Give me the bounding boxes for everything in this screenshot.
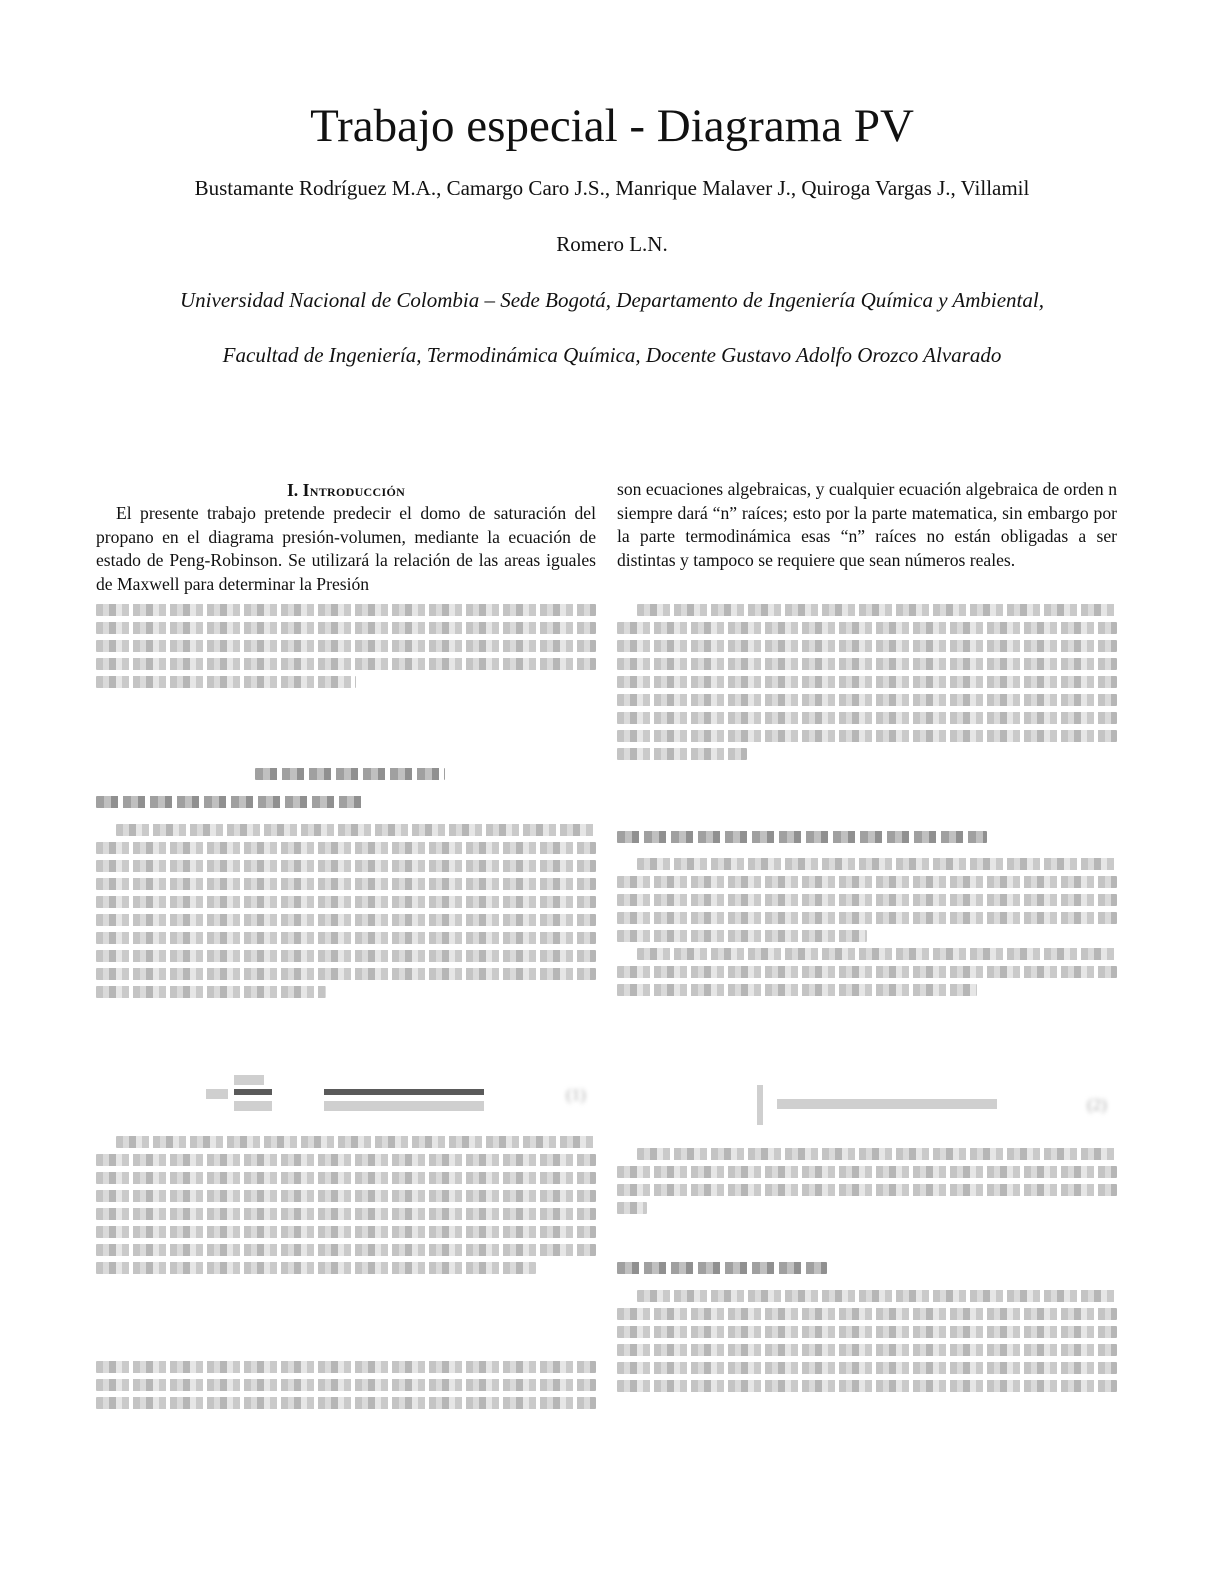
authors-line-2: Romero L.N. bbox=[556, 232, 668, 256]
section-heading-introduction bbox=[96, 478, 596, 502]
right-column bbox=[617, 478, 1117, 572]
blurred-subsection-heading bbox=[96, 790, 366, 814]
blurred-right-paragraph-4 bbox=[617, 1284, 1117, 1398]
section-number: I. bbox=[286, 480, 299, 500]
blurred-right-paragraph-3 bbox=[617, 1142, 1117, 1220]
intro-paragraph: El presente trabajo pretende predecir el domo de saturación del propano en el diagrama presión-volumen, mediante la ecuación de estado de Peng-Robinson. Se utilizará la relación de las areas iguales de Maxwell para determinar la Presión bbox=[96, 503, 596, 594]
blurred-subsection-heading-b bbox=[617, 825, 987, 849]
section-title: Introducción bbox=[302, 480, 406, 500]
blurred-subsection-heading-c bbox=[617, 1256, 827, 1280]
affiliation-line-2: Facultad de Ingeniería, Termodinámica Química, Docente Gustavo Adolfo Orozco Alvarado bbox=[222, 343, 1002, 367]
affiliation-line-1: Universidad Nacional de Colombia – Sede Bogotá, Departamento de Ingeniería Química y Ambiental, bbox=[180, 288, 1044, 312]
right-paragraph-top: son ecuaciones algebraicas, y cualquier ecuación algebraica de orden n siempre dará “n” raíces; esto por la parte matematica, sin embargo por la parte termodinámica esas “n” raíces no están obligadas a ser distintas y tampoco se requiere que sean números reales. bbox=[617, 479, 1117, 570]
blurred-right-paragraph-2 bbox=[617, 852, 1117, 1002]
equation-2 bbox=[617, 1085, 1117, 1135]
blurred-paragraph-2 bbox=[96, 1130, 596, 1280]
authors-line-1: Bustamante Rodríguez M.A., Camargo Caro J.S., Manrique Malaver J., Quiroga Vargas J., Villamil bbox=[194, 176, 1030, 200]
blurred-right-paragraph-1 bbox=[617, 598, 1117, 766]
blurred-section-heading bbox=[255, 762, 445, 786]
blurred-intro-continuation bbox=[96, 598, 596, 694]
equation-2-number: (2) bbox=[1087, 1095, 1107, 1114]
paper-title: Trabajo especial - Diagrama PV bbox=[310, 100, 914, 152]
blurred-paragraph bbox=[96, 818, 596, 1004]
blurred-paragraph-3 bbox=[96, 1355, 596, 1415]
equation-1 bbox=[96, 1075, 596, 1125]
equation-1-number: (1) bbox=[566, 1085, 586, 1104]
